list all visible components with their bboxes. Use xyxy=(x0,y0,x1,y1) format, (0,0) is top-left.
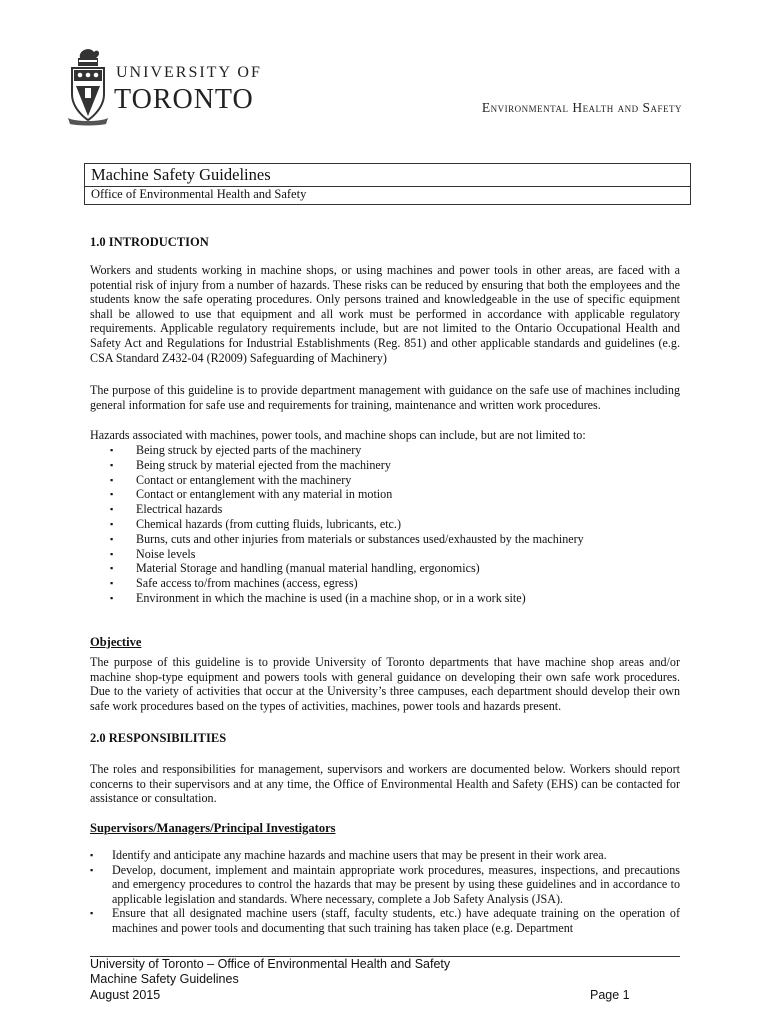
document-title: Machine Safety Guidelines xyxy=(91,165,271,184)
list-item: ▪ Contact or entanglement with any material in motion xyxy=(110,487,584,502)
list-item: ▪ Noise levels xyxy=(110,547,584,562)
hazards-intro: Hazards associated with machines, power tools, and machine shops can include, but are not limited to: xyxy=(90,428,586,442)
supervisors-heading: Supervisors/Managers/Principal Investigators xyxy=(90,821,336,835)
responsibilities-heading: 2.0 RESPONSIBILITIES xyxy=(90,731,227,745)
footer-line-2: Machine Safety Guidelines xyxy=(90,972,239,986)
hazards-list xyxy=(110,443,584,606)
objective-heading: Objective xyxy=(90,635,142,649)
list-item: ▪ Burns, cuts and other injuries from materials or substances used/exhausted by the machinery xyxy=(110,532,584,547)
list-item: ▪ Contact or entanglement with the machinery xyxy=(110,473,584,488)
list-item: ▪ Ensure that all designated machine users (staff, faculty students, etc.) have adequate training on the operation of machines and power tools and documenting that such training has taken place (e.g. Department xyxy=(90,906,680,935)
university-of-text: UNIVERSITY OF xyxy=(116,64,262,81)
responsibilities-paragraph: The roles and responsibilities for management, supervisors and workers are documented below. Workers should report concerns to their supervisors and at any time, the Office of Environmental Health and Safety (EHS) can be contacted for assistance or consultation. xyxy=(90,762,680,806)
list-item: ▪ Material Storage and handling (manual material handling, ergonomics) xyxy=(110,561,584,576)
university-crest-icon xyxy=(68,44,108,126)
department-name: Environmental Health and Safety xyxy=(481,100,682,115)
list-item: ▪ Electrical hazards xyxy=(110,502,584,517)
intro-heading: 1.0 INTRODUCTION xyxy=(90,235,209,249)
list-item: ▪ Safe access to/from machines (access, egress) xyxy=(110,576,584,591)
page-number: Page 1 xyxy=(590,988,630,1002)
list-item: ▪ Develop, document, implement and maintain appropriate work procedures, measures, inspections, and precautions and emergency procedures to control the hazards that may be present by using these guidelines and in accordance to applicable legislation and standards. Where necessary, complete a Job Safety Analysis (JSA). xyxy=(90,863,680,907)
list-item: ▪ Identify and anticipate any machine hazards and machine users that may be present in their work area. xyxy=(90,848,680,863)
list-item: ▪ Being struck by material ejected from the machinery xyxy=(110,458,584,473)
list-item: ▪ Being struck by ejected parts of the machinery xyxy=(110,443,584,458)
intro-paragraph-1: Workers and students working in machine shops, or using machines and power tools in other areas, are faced with a potential risk of injury from a number of hazards. These risks can be reduced by ensuring that both the employees and the students know the safe operating procedures. Only persons trained and knowledgeable in the use of specific equipment shall be allowed to use that equipment and all work must be performed in accordance with applicable regulatory requirements. Applicable regulatory requirements include, but are not limited to the Ontario Occupational Health and Safety Act and Regulations for Industrial Establishments (Reg. 851) and other applicable standards and guidelines (e.g. CSA Standard Z432-04 (R2009) Safeguarding of Machinery) xyxy=(90,263,680,365)
objective-paragraph: The purpose of this guideline is to provide University of Toronto departments that have machine shop areas and/or machine shop-type equipment and powers tools with general guidance on developing their own safe work procedures. Due to the variety of activities that occur at the University’s three campuses, each department should develop their own safe work procedures based on the types of activities, machines, power tools and hazards present. xyxy=(90,655,680,713)
supervisor-responsibilities-list xyxy=(90,848,680,936)
footer-line-1: University of Toronto – Office of Environmental Health and Safety xyxy=(90,957,451,971)
title-box xyxy=(84,163,691,205)
list-item: ▪ Environment in which the machine is used (in a machine shop, or in a work site) xyxy=(110,591,584,606)
university-name: TORONTO xyxy=(114,84,254,115)
footer-date: August 2015 xyxy=(90,988,161,1002)
list-item: ▪ Chemical hazards (from cutting fluids, lubricants, etc.) xyxy=(110,517,584,532)
document-subtitle: Office of Environmental Health and Safety xyxy=(91,187,307,201)
intro-paragraph-2: The purpose of this guideline is to provide department management with guidance on the safe use of machines including general information for safe use and requirements for training, maintenance and written work procedures. xyxy=(90,383,680,412)
